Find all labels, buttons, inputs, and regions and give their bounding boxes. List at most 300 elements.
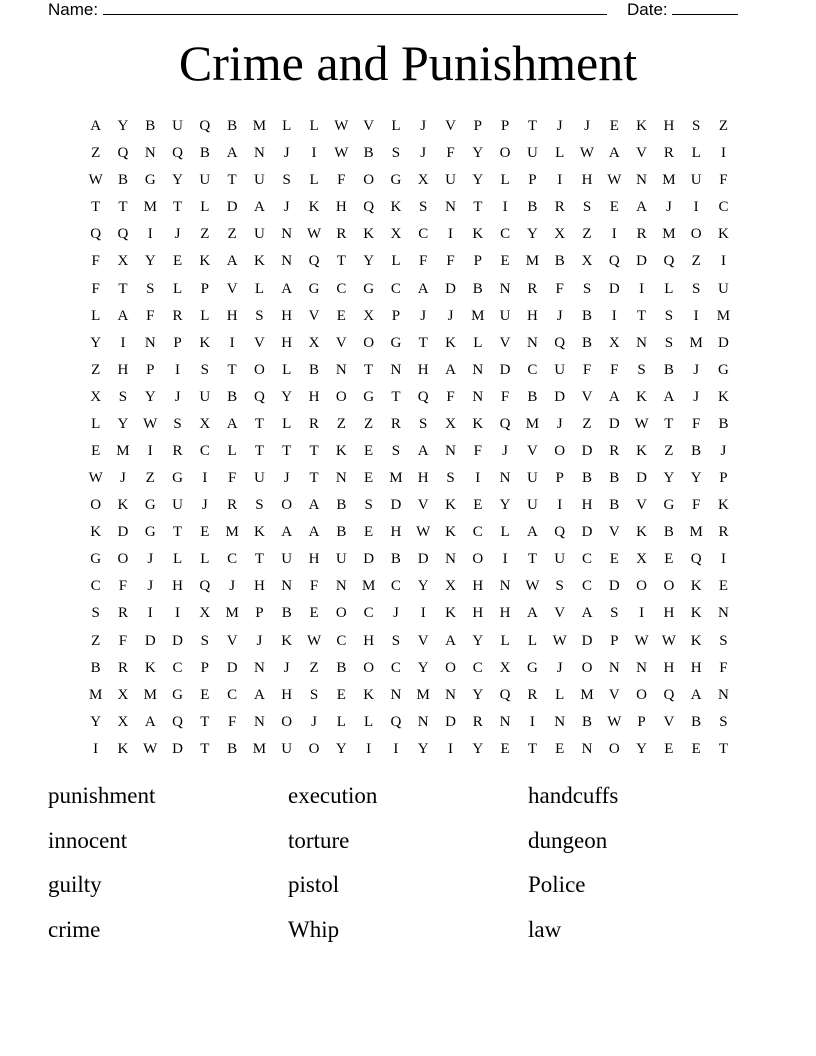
grid-letter: E bbox=[364, 524, 374, 541]
grid-letter: H bbox=[581, 172, 593, 189]
grid-letter: F bbox=[692, 497, 701, 514]
grid-letter: G bbox=[526, 659, 538, 676]
grid-letter: R bbox=[472, 713, 483, 730]
grid-letter: S bbox=[719, 632, 728, 649]
word-list-item: execution bbox=[288, 783, 378, 808]
grid-letter: P bbox=[719, 470, 728, 487]
grid-letter: Y bbox=[526, 226, 538, 243]
grid-letter: E bbox=[336, 307, 346, 324]
grid-letter: X bbox=[390, 226, 402, 243]
grid-letter: B bbox=[718, 415, 729, 432]
grid-letter: L bbox=[500, 172, 510, 189]
grid-letter: X bbox=[608, 334, 620, 351]
grid-letter: V bbox=[335, 334, 347, 351]
grid-letter: B bbox=[227, 740, 238, 757]
grid-letter: L bbox=[691, 145, 701, 162]
grid-letter: W bbox=[334, 118, 349, 135]
grid-letter: H bbox=[663, 605, 675, 622]
grid-letter: Q bbox=[308, 253, 320, 270]
grid-letter: N bbox=[499, 280, 511, 297]
grid-letter: M bbox=[361, 578, 376, 595]
grid-letter: U bbox=[554, 551, 566, 568]
grid-letter: M bbox=[471, 307, 485, 324]
grid-letter: G bbox=[663, 497, 675, 514]
grid-letter: D bbox=[172, 740, 183, 757]
word-list-item: handcuffs bbox=[528, 783, 619, 808]
grid-letter: I bbox=[639, 605, 645, 622]
grid-letter: P bbox=[173, 334, 182, 351]
grid-letter: N bbox=[254, 713, 265, 730]
grid-letter: J bbox=[665, 199, 672, 216]
grid-letter: Q bbox=[254, 388, 265, 405]
grid-letter: O bbox=[363, 659, 375, 676]
grid-letter: N bbox=[335, 470, 347, 487]
grid-letter: T bbox=[527, 551, 537, 568]
grid-letter: K bbox=[117, 497, 129, 514]
grid-letter: W bbox=[634, 415, 649, 432]
grid-letter: Z bbox=[145, 470, 155, 487]
grid-letter: B bbox=[609, 497, 620, 514]
grid-letter: K bbox=[445, 497, 456, 514]
grid-letter: I bbox=[120, 334, 126, 351]
grid-letter: T bbox=[200, 740, 210, 757]
grid-letter: X bbox=[90, 388, 102, 405]
grid-letter: Q bbox=[199, 118, 211, 135]
grid-letter: W bbox=[143, 415, 158, 432]
grid-letter: H bbox=[663, 659, 675, 676]
grid-letter: T bbox=[172, 524, 183, 541]
grid-letter: A bbox=[417, 442, 429, 459]
grid-letter: B bbox=[527, 388, 538, 405]
grid-letter: J bbox=[147, 551, 154, 568]
grid-letter: U bbox=[172, 118, 183, 135]
grid-letter: T bbox=[227, 172, 237, 189]
grid-letter: M bbox=[252, 740, 267, 757]
grid-letter: H bbox=[281, 307, 293, 324]
grid-letter: Z bbox=[718, 118, 729, 135]
grid-letter: R bbox=[172, 442, 183, 459]
grid-letter: E bbox=[364, 442, 374, 459]
grid-letter: V bbox=[308, 307, 320, 324]
grid-letter: Y bbox=[144, 253, 156, 270]
grid-letter: E bbox=[91, 442, 101, 459]
grid-letter: Q bbox=[117, 145, 129, 162]
grid-letter: M bbox=[225, 605, 239, 622]
grid-letter: A bbox=[144, 713, 156, 730]
grid-letter: F bbox=[337, 172, 346, 189]
grid-letter: G bbox=[90, 551, 102, 568]
grid-letter: I bbox=[147, 226, 153, 243]
date-blank-line bbox=[672, 0, 738, 15]
grid-letter: O bbox=[363, 172, 375, 189]
grid-letter: B bbox=[663, 361, 674, 378]
grid-letter: S bbox=[173, 415, 182, 432]
word-search-grid bbox=[82, 113, 737, 763]
grid-letter: G bbox=[363, 280, 375, 297]
grid-letter: F bbox=[610, 361, 619, 378]
grid-letter: N bbox=[144, 334, 156, 351]
grid-letter: H bbox=[281, 334, 293, 351]
grid-letter: W bbox=[306, 632, 322, 649]
grid-letter: B bbox=[581, 307, 592, 324]
grid-letter: P bbox=[637, 713, 646, 730]
grid-letter: R bbox=[172, 307, 183, 324]
grid-letter: Q bbox=[417, 388, 429, 405]
grid-letter: E bbox=[664, 551, 674, 568]
grid-letter: M bbox=[525, 415, 540, 432]
grid-letter: Q bbox=[363, 199, 375, 216]
grid-letter: K bbox=[690, 605, 702, 622]
grid-letter: K bbox=[636, 388, 647, 405]
grid-letter: P bbox=[555, 470, 564, 487]
grid-letter: A bbox=[308, 524, 320, 541]
grid-letter: K bbox=[472, 226, 484, 243]
grid-letter: L bbox=[282, 361, 292, 378]
grid-letter: X bbox=[636, 551, 647, 568]
grid-letter: F bbox=[227, 713, 237, 730]
grid-letter: A bbox=[254, 199, 265, 216]
grid-letter: K bbox=[199, 253, 211, 270]
grid-letter: S bbox=[118, 388, 128, 405]
grid-letter: C bbox=[581, 551, 592, 568]
grid-letter: X bbox=[117, 686, 129, 703]
grid-letter: N bbox=[254, 659, 265, 676]
grid-letter: B bbox=[90, 659, 101, 676]
grid-letter: F bbox=[719, 172, 728, 189]
grid-letter: L bbox=[309, 118, 319, 135]
grid-letter: N bbox=[281, 578, 293, 595]
word-list-item: Whip bbox=[288, 916, 340, 942]
grid-letter: S bbox=[692, 280, 701, 297]
grid-letter: Z bbox=[91, 145, 101, 162]
grid-letter: V bbox=[663, 713, 675, 730]
grid-letter: Z bbox=[582, 226, 592, 243]
grid-letter: P bbox=[473, 118, 482, 135]
grid-letter: S bbox=[255, 307, 264, 324]
grid-letter: B bbox=[581, 334, 592, 351]
grid-letter: D bbox=[636, 470, 647, 487]
grid-letter: B bbox=[227, 118, 238, 135]
grid-letter: M bbox=[580, 686, 594, 703]
grid-letter: F bbox=[582, 361, 592, 378]
grid-letter: Z bbox=[200, 226, 210, 243]
grid-letter: J bbox=[283, 659, 290, 676]
grid-letter: V bbox=[226, 280, 238, 297]
grid-letter: H bbox=[472, 578, 484, 595]
grid-letter: K bbox=[636, 118, 647, 135]
grid-letter: J bbox=[174, 226, 181, 243]
grid-letter: H bbox=[226, 307, 238, 324]
grid-letter: S bbox=[282, 172, 291, 189]
grid-letter: Q bbox=[608, 253, 620, 270]
grid-letter: N bbox=[526, 334, 538, 351]
grid-letter: K bbox=[636, 524, 647, 541]
grid-letter: I bbox=[448, 740, 453, 757]
grid-letter: M bbox=[88, 686, 103, 703]
grid-letter: O bbox=[608, 740, 620, 757]
grid-letter: U bbox=[254, 226, 265, 243]
grid-letter: L bbox=[309, 172, 319, 189]
grid-letter: I bbox=[175, 605, 181, 622]
word-list-item: Police bbox=[528, 872, 586, 897]
grid-letter: I bbox=[420, 605, 426, 622]
grid-letter: C bbox=[227, 551, 238, 568]
grid-letter: B bbox=[581, 470, 592, 487]
grid-letter: I bbox=[720, 145, 726, 162]
grid-letter: S bbox=[309, 686, 319, 703]
grid-letter: B bbox=[199, 145, 210, 162]
grid-letter: N bbox=[636, 659, 647, 676]
grid-letter: J bbox=[556, 415, 563, 432]
grid-letter: J bbox=[283, 470, 290, 487]
grid-letter: I bbox=[229, 334, 235, 351]
grid-letter: M bbox=[689, 524, 703, 541]
grid-letter: F bbox=[91, 280, 100, 297]
grid-letter: J bbox=[256, 632, 263, 649]
grid-letter: N bbox=[718, 605, 729, 622]
grid-letter: A bbox=[526, 524, 538, 541]
grid-letter: T bbox=[254, 551, 265, 568]
grid-letter: S bbox=[255, 497, 264, 514]
grid-letter: B bbox=[663, 524, 674, 541]
grid-letter: A bbox=[445, 632, 456, 649]
grid-letter: G bbox=[172, 686, 183, 703]
grid-letter: I bbox=[502, 199, 508, 216]
grid-letter: F bbox=[473, 442, 482, 459]
grid-letter: T bbox=[336, 253, 346, 270]
grid-letter: R bbox=[663, 145, 674, 162]
grid-letter: B bbox=[227, 388, 238, 405]
grid-letter: Z bbox=[91, 361, 101, 378]
grid-letter: Z bbox=[691, 253, 701, 270]
grid-letter: T bbox=[118, 280, 128, 297]
grid-letter: L bbox=[282, 118, 292, 135]
grid-letter: Z bbox=[309, 659, 319, 676]
grid-letter: C bbox=[199, 442, 210, 459]
grid-letter: U bbox=[526, 470, 538, 487]
grid-letter: K bbox=[718, 226, 729, 243]
grid-letter: X bbox=[445, 415, 456, 432]
grid-letter: C bbox=[336, 632, 347, 649]
grid-letter: L bbox=[364, 713, 374, 730]
grid-letter: Y bbox=[335, 740, 347, 757]
grid-letter: C bbox=[581, 578, 592, 595]
grid-letter: L bbox=[527, 632, 537, 649]
grid-letter: A bbox=[281, 524, 293, 541]
grid-letter: W bbox=[552, 632, 567, 649]
grid-letter: N bbox=[281, 226, 293, 243]
grid-letter: I bbox=[693, 307, 699, 324]
grid-letter: C bbox=[90, 578, 101, 595]
grid-letter: I bbox=[366, 740, 372, 757]
grid-letter: K bbox=[472, 415, 484, 432]
grid-letter: T bbox=[718, 740, 729, 757]
grid-letter: B bbox=[554, 253, 565, 270]
grid-letter: T bbox=[473, 199, 483, 216]
grid-letter: P bbox=[610, 632, 619, 649]
grid-letter: D bbox=[445, 713, 456, 730]
grid-letter: M bbox=[225, 524, 239, 541]
grid-letter: M bbox=[143, 686, 157, 703]
grid-letter: Q bbox=[499, 686, 511, 703]
grid-letter: D bbox=[554, 388, 566, 405]
word-list bbox=[48, 778, 768, 956]
grid-letter: I bbox=[202, 470, 208, 487]
grid-letter: E bbox=[718, 578, 729, 595]
grid-letter: J bbox=[502, 442, 509, 459]
grid-letter: C bbox=[418, 226, 429, 243]
grid-letter: D bbox=[390, 497, 402, 514]
grid-letter: R bbox=[336, 226, 347, 243]
grid-letter: L bbox=[91, 307, 101, 324]
grid-letter: H bbox=[308, 388, 320, 405]
grid-letter: H bbox=[172, 578, 183, 595]
grid-letter: M bbox=[116, 442, 130, 459]
grid-letter: A bbox=[526, 605, 538, 622]
grid-letter: J bbox=[420, 145, 427, 162]
grid-letter: S bbox=[200, 361, 209, 378]
grid-letter: T bbox=[664, 415, 674, 432]
grid-letter: X bbox=[554, 226, 566, 243]
grid-letter: Q bbox=[554, 334, 566, 351]
grid-letter: A bbox=[117, 307, 129, 324]
grid-letter: D bbox=[445, 280, 456, 297]
grid-letter: C bbox=[527, 361, 538, 378]
grid-letter: W bbox=[334, 145, 349, 162]
grid-letter: J bbox=[147, 578, 154, 595]
grid-letter: H bbox=[499, 605, 511, 622]
grid-letter: D bbox=[363, 551, 375, 568]
grid-letter: Z bbox=[227, 226, 237, 243]
grid-letter: T bbox=[527, 740, 537, 757]
grid-letter: F bbox=[446, 253, 455, 270]
grid-letter: X bbox=[417, 172, 429, 189]
grid-letter: N bbox=[499, 713, 511, 730]
grid-letter: E bbox=[609, 551, 619, 568]
grid-letter: N bbox=[281, 253, 293, 270]
grid-letter: V bbox=[554, 605, 566, 622]
grid-letter: J bbox=[311, 713, 317, 730]
grid-letter: N bbox=[254, 145, 265, 162]
grid-letter: N bbox=[445, 442, 456, 459]
grid-letter: I bbox=[720, 551, 726, 568]
grid-letter: E bbox=[500, 740, 510, 757]
grid-letter: F bbox=[146, 307, 155, 324]
grid-letter: Y bbox=[281, 388, 293, 405]
grid-letter: B bbox=[609, 470, 620, 487]
grid-letter: M bbox=[416, 686, 430, 703]
grid-letter: N bbox=[636, 172, 647, 189]
grid-letter: S bbox=[446, 470, 455, 487]
grid-letter: B bbox=[691, 442, 702, 459]
grid-letter: T bbox=[309, 442, 319, 459]
grid-letter: J bbox=[556, 118, 563, 135]
grid-letter: H bbox=[363, 632, 375, 649]
grid-letter: S bbox=[664, 307, 674, 324]
grid-letter: Y bbox=[172, 172, 183, 189]
grid-letter: A bbox=[281, 280, 293, 297]
grid-letter: U bbox=[526, 497, 538, 514]
grid-letter: S bbox=[364, 497, 373, 514]
grid-letter: Y bbox=[636, 740, 647, 757]
grid-letter: O bbox=[636, 578, 647, 595]
grid-letter: O bbox=[281, 497, 293, 514]
grid-letter: E bbox=[664, 740, 674, 757]
grid-letter: L bbox=[254, 280, 265, 297]
grid-letter: J bbox=[420, 307, 427, 324]
grid-letter: J bbox=[720, 442, 727, 459]
grid-letter: I bbox=[147, 605, 153, 622]
grid-letter: U bbox=[445, 172, 456, 189]
grid-letter: E bbox=[309, 605, 319, 622]
grid-letter: S bbox=[200, 632, 209, 649]
grid-letter: Y bbox=[472, 686, 484, 703]
grid-letter: O bbox=[499, 145, 511, 162]
grid-letter: T bbox=[91, 199, 101, 216]
grid-letter: A bbox=[608, 388, 620, 405]
grid-letter: S bbox=[555, 578, 564, 595]
grid-letter: E bbox=[364, 470, 374, 487]
grid-letter: M bbox=[389, 470, 403, 487]
grid-letter: Y bbox=[472, 172, 484, 189]
grid-letter: Q bbox=[172, 145, 183, 162]
grid-letter: K bbox=[308, 199, 320, 216]
grid-letter: I bbox=[639, 280, 645, 297]
grid-letter: K bbox=[718, 388, 729, 405]
grid-letter: M bbox=[525, 253, 540, 270]
grid-letter: D bbox=[144, 632, 156, 649]
grid-letter: A bbox=[690, 686, 702, 703]
grid-letter: H bbox=[526, 307, 538, 324]
grid-letter: V bbox=[226, 632, 238, 649]
grid-letter: T bbox=[282, 442, 292, 459]
grid-letter: B bbox=[336, 524, 347, 541]
grid-letter: G bbox=[308, 280, 320, 297]
grid-letter: P bbox=[146, 361, 155, 378]
grid-letter: F bbox=[419, 253, 428, 270]
grid-letter: M bbox=[662, 172, 676, 189]
grid-letter: W bbox=[416, 524, 431, 541]
grid-letter: T bbox=[391, 388, 401, 405]
grid-letter: J bbox=[447, 307, 454, 324]
grid-letter: A bbox=[608, 145, 620, 162]
grid-letter: J bbox=[693, 388, 700, 405]
grid-letter: V bbox=[445, 118, 456, 135]
grid-letter: N bbox=[445, 199, 456, 216]
grid-letter: Q bbox=[499, 415, 511, 432]
grid-letter: L bbox=[172, 551, 183, 568]
grid-letter: S bbox=[637, 361, 646, 378]
grid-letter: C bbox=[336, 280, 347, 297]
grid-letter: E bbox=[555, 740, 565, 757]
grid-letter: K bbox=[254, 253, 265, 270]
grid-letter: N bbox=[608, 659, 620, 676]
grid-letter: U bbox=[281, 551, 293, 568]
grid-letter: B bbox=[336, 659, 347, 676]
grid-letter: N bbox=[581, 740, 593, 757]
grid-letter: T bbox=[418, 334, 428, 351]
grid-letter: K bbox=[445, 334, 456, 351]
grid-letter: M bbox=[716, 307, 731, 324]
word-list-item: crime bbox=[48, 916, 101, 942]
grid-letter: S bbox=[391, 442, 401, 459]
grid-letter: Q bbox=[554, 524, 566, 541]
grid-letter: I bbox=[311, 145, 317, 162]
grid-letter: H bbox=[417, 361, 429, 378]
grid-letter: Z bbox=[364, 415, 374, 432]
grid-letter: Q bbox=[90, 226, 102, 243]
grid-letter: P bbox=[500, 118, 510, 135]
